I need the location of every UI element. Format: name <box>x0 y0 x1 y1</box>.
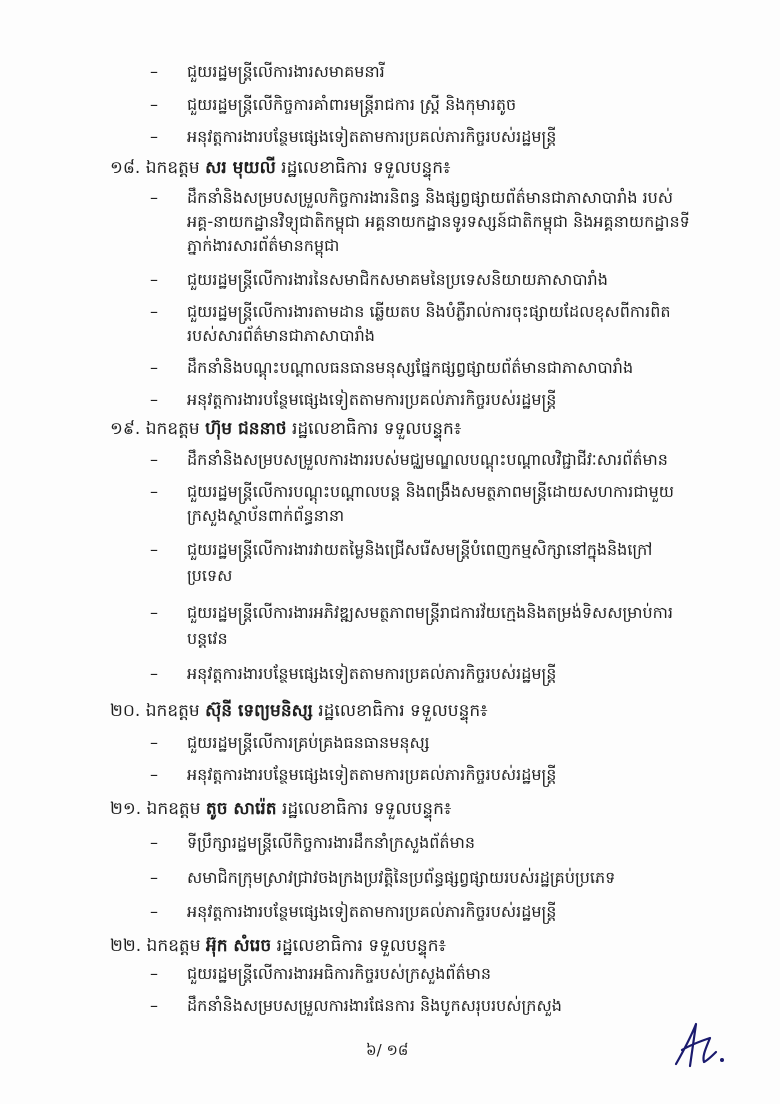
bullet-text-continued: របស់សារព័ត៌មានជាភាសាបារាំង <box>187 326 375 345</box>
bullet-dash: – <box>150 833 158 852</box>
bullet-text: ជួយរដ្ឋមន្ត្រីលើការគ្រប់គ្រងធនធានមនុស្ស <box>187 733 430 752</box>
bullet-text: ដឹកនាំនិងសម្របសម្រួលការងារផែនការ និងបូកសរុបរបស់ក្រសួង <box>187 996 562 1015</box>
bullet-text-continued: បន្តវេន <box>187 629 228 648</box>
official-name: តូច សារ៉េត <box>205 799 277 819</box>
official-name: សរ មុយលី <box>205 158 276 178</box>
section-number: ១៨. <box>110 158 141 178</box>
bullet-dash: – <box>150 603 158 622</box>
section-title-suffix: រដ្ឋលេខាធិការ ទទួលបន្ទុក៖ <box>282 799 452 819</box>
bullet-dash: – <box>150 902 158 921</box>
bullet-text: ដឹកនាំនិងសម្របសម្រួលការងាររបស់មជ្ឈមណ្ឌលបណ្តុះបណ្តាលវិជ្ជាជីវៈសារព័ត៌មាន <box>187 450 668 469</box>
bullet-text: អនុវត្តការងារបន្ថែមផ្សេងទៀតតាមការប្រគល់ភារកិច្ចរបស់រដ្ឋមន្ត្រី <box>187 765 557 784</box>
bullet-text: ទីប្រឹក្សារដ្ឋមន្ត្រីលើកិច្ចការងារដឹកនាំក្រសួងព័ត៌មាន <box>187 833 475 852</box>
bullet-dash: – <box>150 62 158 81</box>
bullet-dash: – <box>150 964 158 983</box>
bullet-dash: – <box>150 390 158 409</box>
section-number: ២២. <box>110 936 142 956</box>
section-title-suffix: រដ្ឋលេខាធិការ ទទួលបន្ទុក៖ <box>291 419 462 439</box>
bullet-text: ជួយរដ្ឋមន្ត្រីលើកិច្ចការគាំពារមន្ត្រីរាជការ ស្ត្រី និងកុមារតូច <box>187 95 517 114</box>
bullet-dash: – <box>150 95 158 114</box>
bullet-text: អនុវត្តការងារបន្ថែមផ្សេងទៀតតាមការប្រគល់ភារកិច្ចរបស់រដ្ឋមន្ត្រី <box>187 902 557 921</box>
section-number: ២១. <box>110 799 142 819</box>
section-heading <box>110 700 488 722</box>
bullet-text: ជួយរដ្ឋមន្ត្រីលើការងារអភិវឌ្ឍសមត្ថភាពមន្ត្រីរាជការវ័យក្មេងនិងតម្រង់ទិសសម្រាប់ការ <box>187 603 673 622</box>
bullet-dash: – <box>150 664 158 683</box>
section-title-prefix: ឯកឧត្តម <box>146 936 201 956</box>
bullet-dash: – <box>150 733 158 752</box>
bullet-text: ជួយរដ្ឋមន្ត្រីលើការងារតាមដាន ឆ្លើយតប និងបំភ្លឺរាល់ការចុះផ្សាយដែលខុសពីការពិត <box>187 302 671 321</box>
signature-initials <box>670 1020 730 1070</box>
bullet-dash: – <box>150 127 158 146</box>
bullet-text: ដឹកនាំនិងបណ្តុះបណ្តាលធនធានមនុស្សផ្នែកផ្សព្វផ្សាយព័ត៌មានជាភាសាបារាំង <box>187 358 634 377</box>
bullet-text: អនុវត្តការងារបន្ថែមផ្សេងទៀតតាមការប្រគល់ភារកិច្ចរបស់រដ្ឋមន្ត្រី <box>187 390 557 409</box>
bullet-dash: – <box>150 302 158 321</box>
official-name: អ៊ុក សំរេច <box>205 936 272 956</box>
bullet-dash: – <box>150 868 158 887</box>
section-title-prefix: ឯកឧត្តម <box>145 701 200 721</box>
section-title-suffix: រដ្ឋលេខាធិការ ទទួលបន្ទុក៖ <box>276 936 446 956</box>
bullet-dash: – <box>150 765 158 784</box>
bullet-text: សមាជិកក្រុមស្រាវជ្រាវចងក្រងប្រវត្តិនៃប្រព័ន្ធផ្សព្វផ្សាយរបស់រដ្ឋគ្រប់ប្រភេទ <box>187 868 616 887</box>
section-title-suffix: រដ្ឋលេខាធិការ ទទួលបន្ទុក៖ <box>281 158 451 178</box>
bullet-dash: – <box>150 450 158 469</box>
section-number: ២០. <box>110 701 141 721</box>
section-heading <box>110 798 451 820</box>
bullet-text: ជួយរដ្ឋមន្ត្រីលើការងារសមាគមនារី <box>187 62 385 81</box>
bullet-text: អនុវត្តការងារបន្ថែមផ្សេងទៀតតាមការប្រគល់ភារកិច្ចរបស់រដ្ឋមន្ត្រី <box>187 127 557 146</box>
section-heading <box>110 157 451 179</box>
bullet-text: ដឹកនាំនិងសម្របសម្រួលកិច្ចការងារនិពន្ធ និងផ្សព្វផ្សាយព័ត៌មានជាភាសាបារាំង របស់ <box>187 188 674 207</box>
bullet-text-continued: ក្រសួងស្ថាប័នពាក់ព័ន្ធនានា <box>187 506 345 525</box>
section-title-prefix: ឯកឧត្តម <box>145 158 200 178</box>
bullet-text: ជួយរដ្ឋមន្ត្រីលើការងារវាយតម្លៃនិងជ្រើសរើសមន្ត្រីបំពេញកម្មសិក្សានៅក្នុងនិងក្រៅ <box>187 540 653 559</box>
section-title-prefix: ឯកឧត្តម <box>146 799 201 819</box>
section-number: ១៩. <box>110 419 141 439</box>
bullet-text-continued: ភ្នាក់ងារសារព័ត៌មានកម្ពុជា <box>187 236 340 255</box>
bullet-dash: – <box>150 270 158 289</box>
bullet-text: ជួយរដ្ឋមន្ត្រីលើការងារនៃសមាជិកសមាគមនៃប្រទេសនិយាយភាសាបារាំង <box>187 270 608 289</box>
bullet-text: ជួយរដ្ឋមន្ត្រីលើការងារអធិការកិច្ចរបស់ក្រសួងព័ត៌មាន <box>187 964 492 983</box>
bullet-text-continued: អគ្គ-នាយកដ្ឋានវិទ្យុជាតិកម្ពុជា អគ្គនាយកដ្ឋានទូរទស្សន៍ជាតិកម្ពុជា និងអគ្គនាយកដ្ឋានទី <box>187 212 690 231</box>
section-heading <box>110 418 461 440</box>
official-name: ហ៊ុម ជននាថ <box>205 419 287 439</box>
bullet-dash: – <box>150 540 158 559</box>
bullet-text-continued: ប្រទេស <box>187 566 233 585</box>
page-number: ៦/ ១៨ <box>366 1041 409 1059</box>
section-title-prefix: ឯកឧត្តម <box>145 419 200 439</box>
bullet-text: ជួយរដ្ឋមន្ត្រីលើការបណ្តុះបណ្តាលបន្ត និងពង្រឹងសមត្ថភាពមន្ត្រីដោយសហការជាមួយ <box>187 482 674 501</box>
bullet-text: អនុវត្តការងារបន្ថែមផ្សេងទៀតតាមការប្រគល់ភារកិច្ចរបស់រដ្ឋមន្ត្រី <box>187 664 557 683</box>
official-name: ស៊ុនី ទេព្យមនិស្ស <box>205 701 313 721</box>
bullet-dash: – <box>150 996 158 1015</box>
bullet-dash: – <box>150 358 158 377</box>
section-heading <box>110 935 446 957</box>
bullet-dash: – <box>150 482 158 501</box>
bullet-dash: – <box>150 188 158 207</box>
section-title-suffix: រដ្ឋលេខាធិការ ទទួលបន្ទុក៖ <box>318 701 488 721</box>
